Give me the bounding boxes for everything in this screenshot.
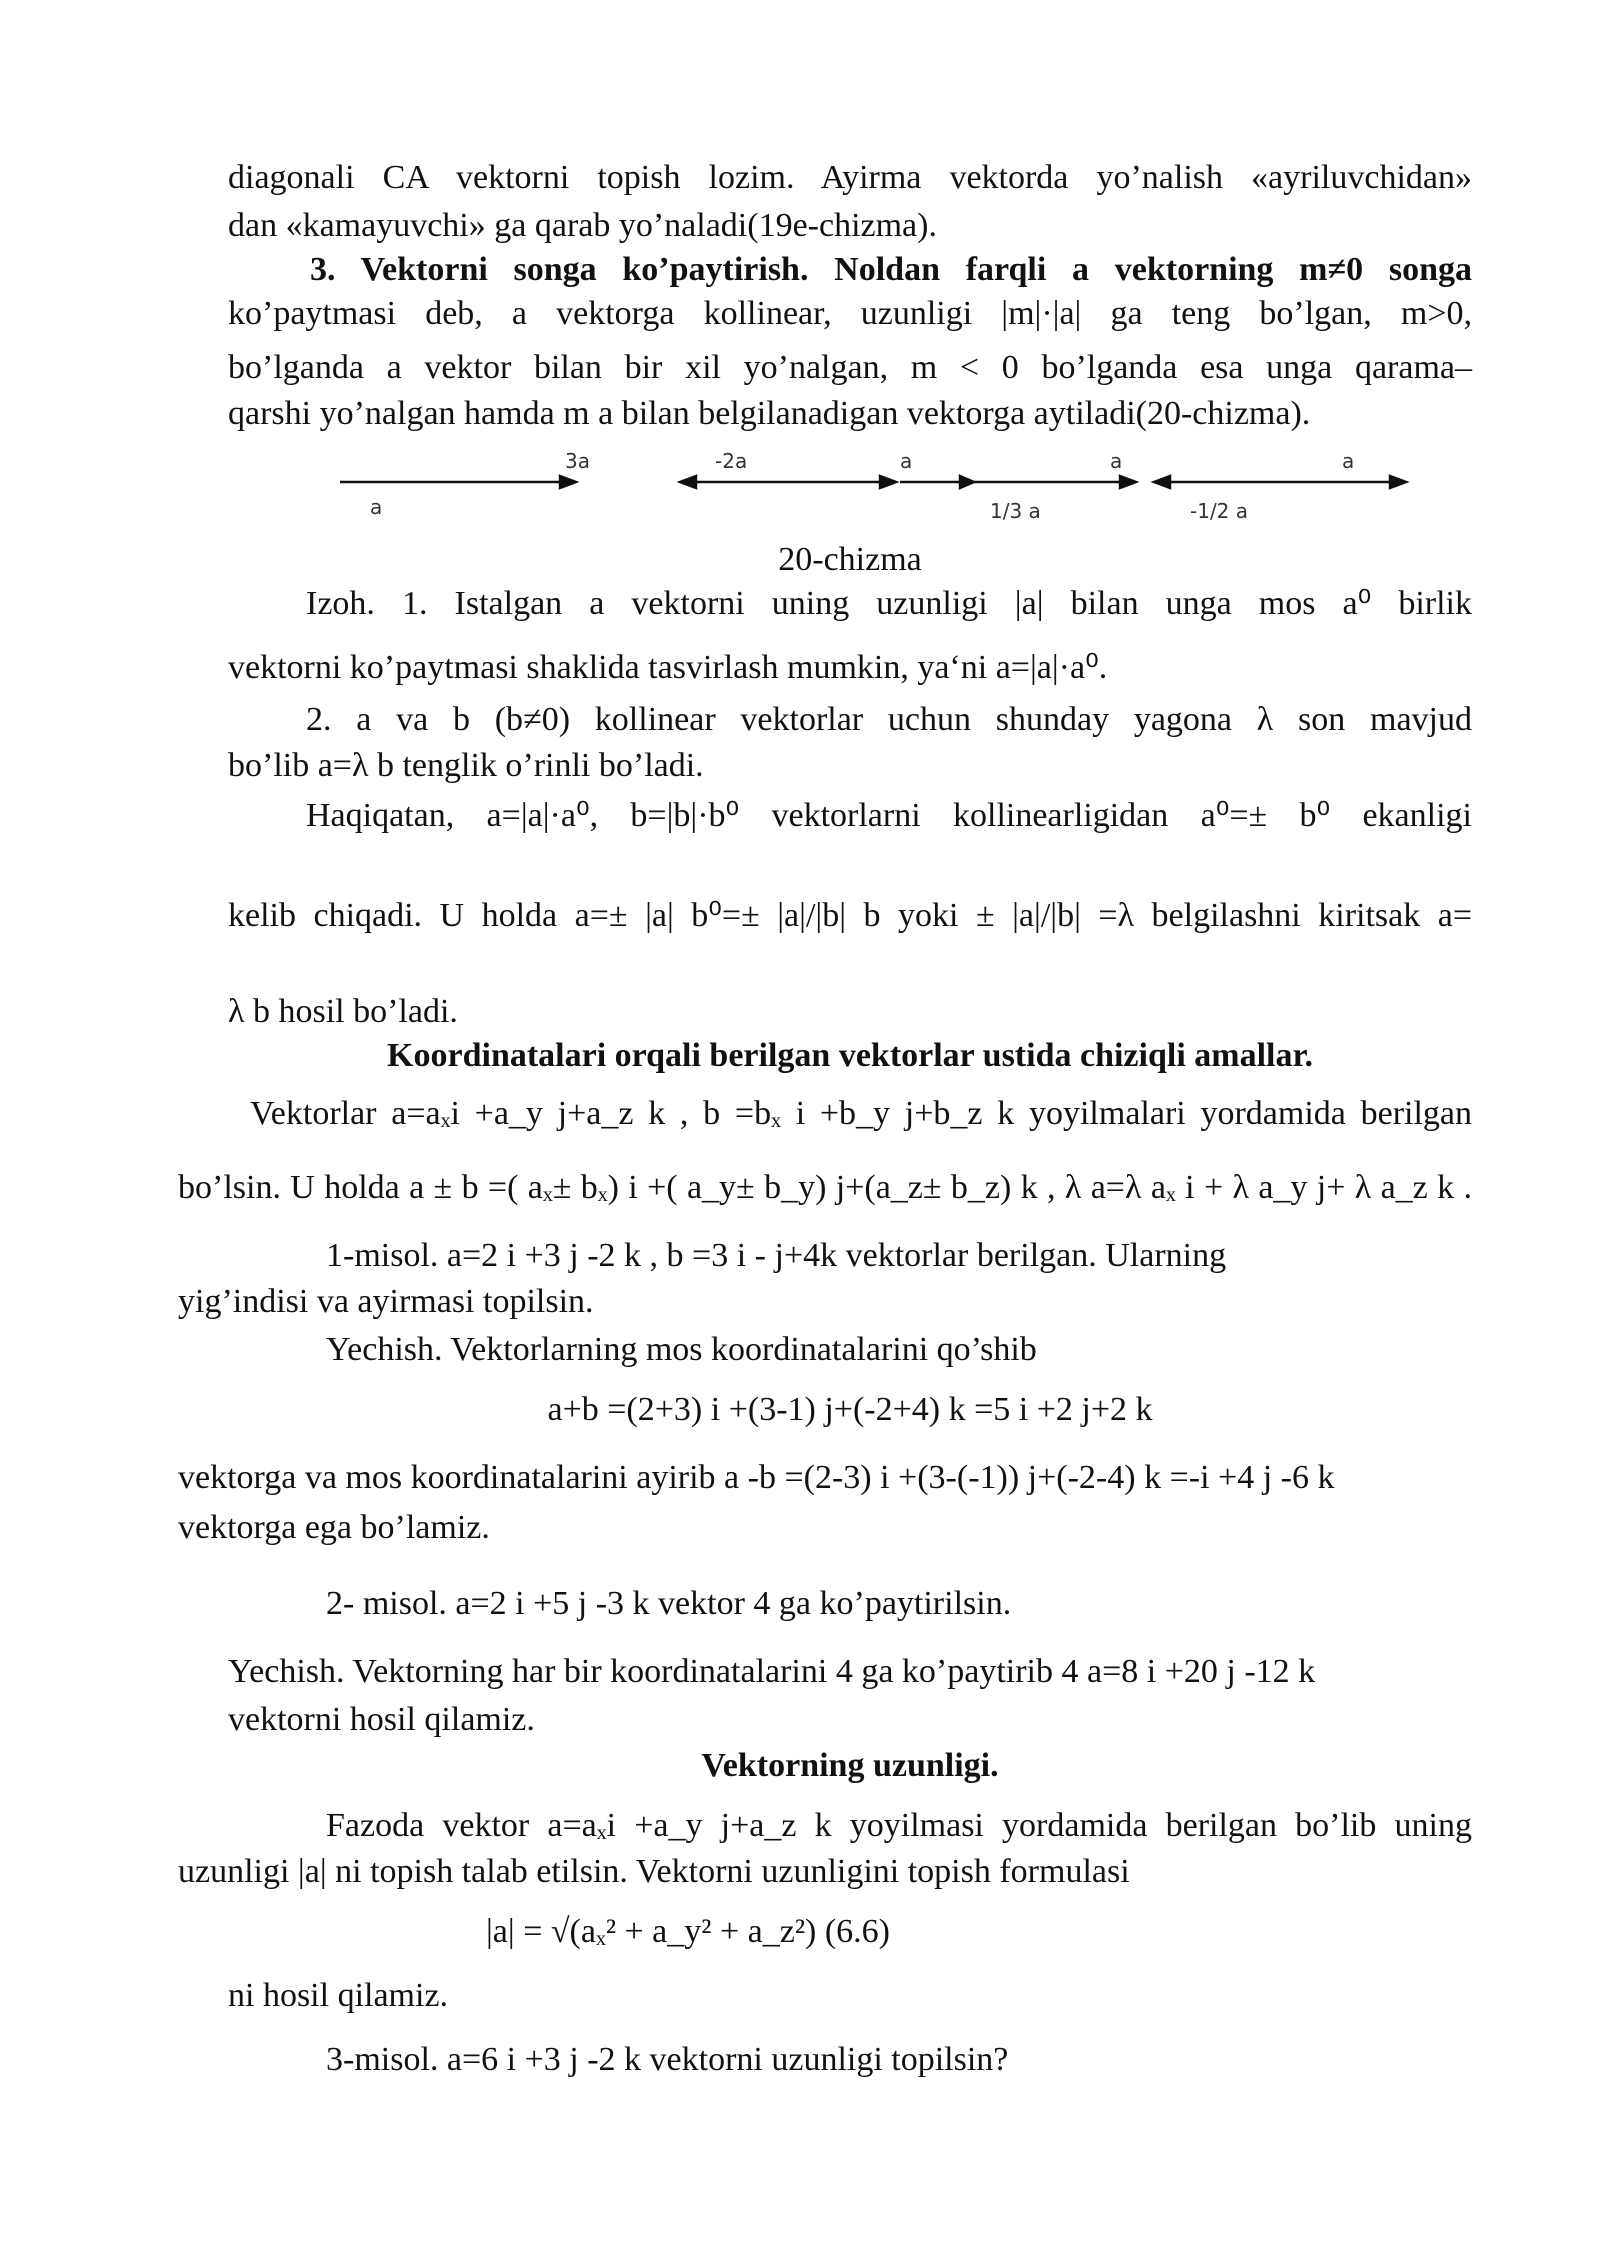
text-line: bo’lganda a vektor bilan bir xil yo’nalgan, m < 0 bo’lganda esa unga qarama–	[228, 349, 1472, 386]
text-line: dan «kamayuvchi» ga qarab yo’naladi(19e-chizma).	[228, 207, 937, 244]
solution-line: Yechish. Vektorlarning mos koordinatalarini qo’shib	[326, 1331, 1037, 1368]
text-line: kelib chiqadi. U holda a=± |a| b⁰=± |a|/|b| b yoki ± |a|/|b| =λ belgilashni kiritsak a=	[228, 897, 1472, 934]
arrowhead	[1120, 476, 1136, 488]
text-line: bo’lsin. U holda a ± b =( aₓ± bₓ) i +( a_y± b_y) j+(a_z± b_z) k , λ a=λ aₓ i + λ a_y j+ λ a_z k .	[178, 1169, 1472, 1206]
arrowhead	[1154, 476, 1170, 488]
text-line: uzunligi |a| ni topish talab etilsin. Vektorni uzunligini topish formulasi	[178, 1853, 1130, 1890]
text-line: yig’indisi va ayirmasi topilsin.	[178, 1283, 594, 1320]
arrowhead	[560, 476, 576, 488]
vector-scaling-figure	[340, 452, 1420, 552]
formula-line: |a| = √(aₓ² + a_y² + a_z²) (6.6)	[486, 1913, 890, 1950]
label-minus-half-a: -1/2 a	[1190, 499, 1249, 523]
solution-line: Yechish. Vektorning har bir koordinatalarini 4 ga ko’paytirib 4 a=8 i +20 j -12 k	[228, 1653, 1316, 1690]
text-line: Fazoda vektor a=aₓi +a_y j+a_z k yoyilmasi yordamida berilgan bo’lib uning	[326, 1807, 1472, 1844]
label-minus2a: -2a	[715, 452, 748, 473]
text-line: Vektorlar a=aₓi +a_y j+a_z k , b =bₓ i +b_y j+b_z k yoyilmalari yordamida berilgan	[250, 1095, 1472, 1132]
formula-line: a+b =(2+3) i +(3-1) j+(-2+4) k =5 i +2 j+2 k	[547, 1391, 1153, 1428]
label-a: a	[1110, 452, 1123, 473]
text-line: 2. a va b (b≠0) kollinear vektorlar uchun shunday yagona λ son mavjud	[306, 701, 1472, 738]
text-line: vektorga ega bo’lamiz.	[178, 1509, 490, 1546]
section-heading: 3. Vektorni songa ko’paytirish. Noldan farqli a vektorning m≠0 songa	[310, 251, 1472, 288]
text-line: vektorni ko’paytmasi shaklida tasvirlash mumkin, ya‘ni a=|a|·a⁰.	[228, 649, 1108, 686]
label-third-a: 1/3 a	[990, 499, 1041, 523]
text-line: ni hosil qilamiz.	[228, 1977, 449, 2014]
arrowhead	[880, 476, 896, 488]
section-heading: Vektorning uzunligi.	[701, 1747, 999, 1784]
arrowhead	[960, 476, 974, 488]
label-a: a	[370, 495, 383, 519]
text-line: ko’paytmasi deb, a vektorga kollinear, uzunligi |m|·|a| ga teng bo’lgan, m>0,	[228, 295, 1472, 332]
label-a: a	[1342, 452, 1355, 473]
arrowhead	[680, 476, 696, 488]
text-line: λ b hosil bo’ladi.	[228, 993, 458, 1030]
arrowhead	[1390, 476, 1406, 488]
example-line: 3-misol. a=6 i +3 j -2 k vektorni uzunligi topilsin?	[326, 2041, 1009, 2078]
text-line: vektorni hosil qilamiz.	[228, 1701, 535, 1738]
text-line: vektorga va mos koordinatalarini ayirib a -b =(2-3) i +(3-(-1)) j+(-2-4) k =-i +4 j -6 k	[178, 1459, 1335, 1496]
text-line: Haqiqatan, a=|a|·a⁰, b=|b|·b⁰ vektorlarni kollinearligidan a⁰=± b⁰ ekanligi	[306, 797, 1472, 834]
text-line: qarshi yo’nalgan hamda m a bilan belgilanadigan vektorga aytiladi(20-chizma).	[228, 395, 1311, 432]
label-a: a	[900, 452, 913, 473]
label-3a: 3a	[565, 452, 590, 473]
text-line: diagonali CA vektorni topish lozim. Ayirma vektorda yo’nalish «ayriluvchidan»	[228, 159, 1472, 196]
example-line: 2- misol. a=2 i +5 j -3 k vektor 4 ga ko’paytirilsin.	[326, 1585, 1012, 1622]
remark-line: Izoh. 1. Istalgan a vektorni uning uzunligi |a| bilan unga mos a⁰ birlik	[306, 585, 1472, 622]
section-heading: Koordinatalari orqali berilgan vektorlar ustida chiziqli amallar.	[387, 1037, 1313, 1074]
figure-caption: 20-chizma	[778, 541, 922, 578]
text-line: bo’lib a=λ b tenglik o’rinli bo’ladi.	[228, 747, 704, 784]
example-line: 1-misol. a=2 i +3 j -2 k , b =3 i - j+4k vektorlar berilgan. Ularning	[326, 1237, 1227, 1274]
